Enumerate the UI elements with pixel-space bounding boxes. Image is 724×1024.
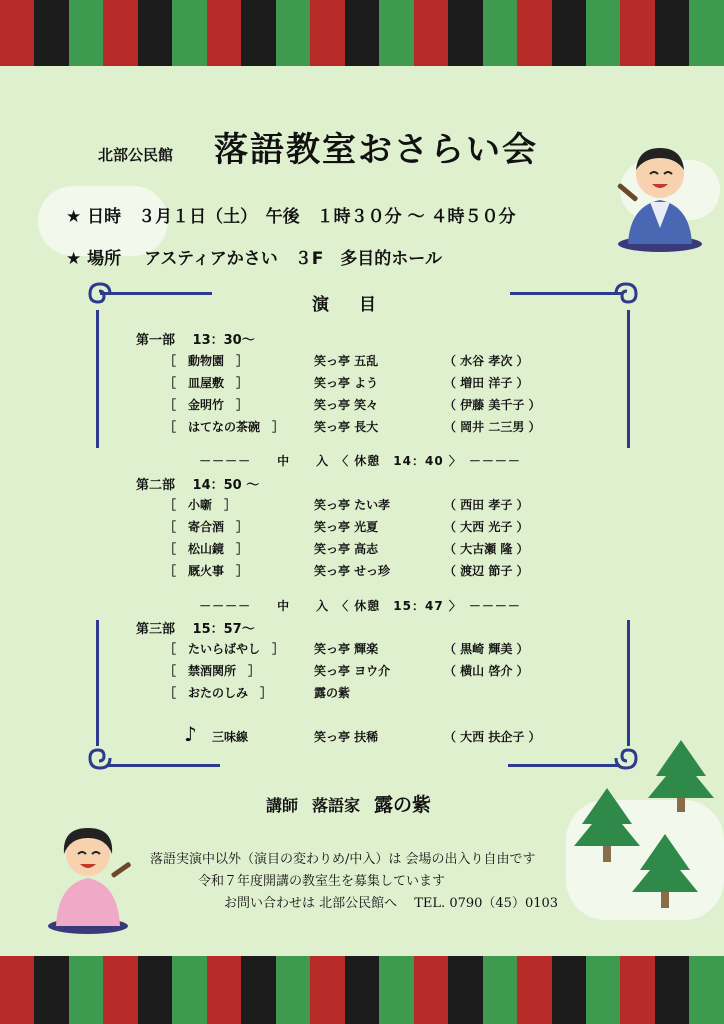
stripe-segment: [655, 956, 689, 1024]
stripe-segment: [241, 0, 275, 66]
program-row-performer: 笑っ亭 笑々: [314, 398, 379, 412]
pine-tree-illustration: [574, 736, 722, 926]
frame-right-lower-line: [627, 620, 630, 746]
program-row: [164, 662, 584, 680]
stripe-segment: [69, 956, 103, 1024]
stripe-segment: [483, 956, 517, 1024]
part-label: 第二部 14：50 ～: [136, 478, 260, 493]
footer-contact: お問い合わせは 北部公民館へ TEL. 0790（45）0103: [224, 896, 559, 911]
stripe-segment: [172, 0, 206, 66]
program-row-realname: （ 渡辺 節子 ）: [444, 564, 529, 578]
music-note-icon: ♪: [184, 722, 197, 746]
shamisen-row: [212, 728, 584, 746]
scroll-ornament-icon: [84, 280, 114, 310]
program-row-realname: （ 伊藤 美千子 ）: [444, 398, 541, 412]
stripe-segment: [0, 956, 34, 1024]
stripe-segment: [517, 0, 551, 66]
stripe-segment: [310, 956, 344, 1024]
frame-top-right-line: [510, 292, 622, 295]
program-row: [164, 374, 584, 392]
stripe-segment: [414, 956, 448, 1024]
program-row-title: ［ 金明竹 ］: [164, 398, 249, 412]
shamisen-realname: （ 大西 扶企子 ）: [444, 730, 541, 744]
rakugo-performer-illustration: [610, 136, 710, 254]
kimono-performer-illustration: [40, 818, 136, 936]
program-row: [164, 396, 584, 414]
stripe-segment: [138, 0, 172, 66]
stripe-segment: [689, 956, 723, 1024]
stripe-segment: [276, 0, 310, 66]
program-row-performer: 笑っ亭 高志: [314, 542, 379, 556]
shamisen-performer: 笑っ亭 扶稀: [314, 730, 379, 744]
stripe-segment: [655, 0, 689, 66]
program-row-realname: （ 増田 洋子 ）: [444, 376, 529, 390]
stripe-segment: [310, 0, 344, 66]
stripe-segment: [414, 0, 448, 66]
intermission-line: －－－－ 中 入 〈 休憩 15：47 〉 －－－－: [199, 599, 521, 613]
stripe-segment: [586, 0, 620, 66]
event-place: ★ 場所 アスティアかさい ３F 多目的ホール: [66, 249, 442, 269]
stripe-segment: [138, 956, 172, 1024]
stripe-segment: [448, 0, 482, 66]
frame-left-upper-line: [96, 310, 99, 448]
program-row-title: ［ 厩火事 ］: [164, 564, 249, 578]
program-row-title: ［ おたのしみ ］: [164, 686, 273, 700]
program-row-title: ［ 小噺 ］: [164, 498, 237, 512]
program-row: [164, 540, 584, 558]
frame-right-upper-line: [627, 310, 630, 448]
instructor-label: 講師: [266, 796, 299, 815]
instructor-role: 落語家: [312, 796, 361, 815]
stripe-segment: [207, 0, 241, 66]
stripe-segment: [552, 0, 586, 66]
part-label: 第一部 13：30～: [136, 333, 255, 348]
program-row-realname: （ 水谷 孝次 ）: [444, 354, 529, 368]
program-row-realname: （ 大古瀬 隆 ）: [444, 542, 529, 556]
stripe-segment: [0, 0, 34, 66]
bottom-stripe-border: [0, 956, 724, 1024]
program-heading: 演目: [312, 295, 406, 315]
event-date: ★ 日時 ３月１日（土） 午後 １時３０分 ～ ４時５０分: [66, 207, 516, 227]
program-row-performer: 笑っ亭 ヨウ介: [314, 664, 391, 678]
stripe-segment: [620, 0, 654, 66]
organization-name: 北部公民館: [98, 146, 174, 164]
stripe-segment: [552, 956, 586, 1024]
program-row-title: ［ 松山鏡 ］: [164, 542, 249, 556]
program-row: [164, 418, 584, 436]
part-label: 第三部 15：57～: [136, 622, 255, 637]
page-title: 落語教室おさらい会: [214, 130, 538, 170]
program-row-performer: 笑っ亭 輝楽: [314, 642, 379, 656]
frame-left-lower-line: [96, 620, 99, 746]
stripe-segment: [276, 956, 310, 1024]
footer-entry-note: 落語実演中以外（演目の変わりめ/中入）は 会場の出入り自由です: [150, 852, 536, 867]
program-row-performer: 笑っ亭 長大: [314, 420, 379, 434]
stripe-segment: [69, 0, 103, 66]
scroll-ornament-icon: [612, 280, 642, 310]
stripe-segment: [103, 0, 137, 66]
program-row-performer: 笑っ亭 光夏: [314, 520, 379, 534]
stripe-segment: [34, 956, 68, 1024]
program-row-realname: （ 西田 孝子 ）: [444, 498, 529, 512]
program-row-title: ［ 禁酒関所 ］: [164, 664, 261, 678]
footer-recruitment: 令和７年度開講の教室生を募集しています: [198, 874, 446, 889]
program-row-title: ［ たいらばやし ］: [164, 642, 285, 656]
shamisen-label: 三味線: [212, 730, 249, 744]
stripe-segment: [379, 0, 413, 66]
program-row-realname: （ 岡井 二三男 ）: [444, 420, 541, 434]
intermission-line: －－－－ 中 入 〈 休憩 14：40 〉 －－－－: [199, 454, 521, 468]
stripe-segment: [379, 956, 413, 1024]
stripe-segment: [103, 956, 137, 1024]
stripe-segment: [241, 956, 275, 1024]
stripe-segment: [689, 0, 723, 66]
program-row-title: ［ 寄合酒 ］: [164, 520, 249, 534]
instructor-line: [266, 790, 431, 817]
program-row: [164, 352, 584, 370]
scroll-ornament-icon: [84, 742, 114, 772]
program-row-realname: （ 黒崎 輝美 ）: [444, 642, 529, 656]
program-row: [164, 496, 584, 514]
program-row: [164, 562, 584, 580]
program-row-performer: 笑っ亭 五乱: [314, 354, 379, 368]
stripe-segment: [172, 956, 206, 1024]
frame-bottom-left-line: [108, 764, 220, 767]
stripe-segment: [345, 0, 379, 66]
stripe-segment: [448, 956, 482, 1024]
stripe-segment: [620, 956, 654, 1024]
stripe-segment: [586, 956, 620, 1024]
stripe-segment: [345, 956, 379, 1024]
instructor-name: 露の紫: [374, 794, 432, 816]
program-row-title: ［ 皿屋敷 ］: [164, 376, 249, 390]
program-row: [164, 640, 584, 658]
stripe-segment: [483, 0, 517, 66]
program-row-realname: （ 横山 啓介 ）: [444, 664, 529, 678]
program-row-performer: 笑っ亭 よう: [314, 376, 379, 390]
stripe-segment: [207, 956, 241, 1024]
program-row: [164, 518, 584, 536]
stripe-segment: [34, 0, 68, 66]
program-row-performer: 露の紫: [314, 686, 351, 700]
stripe-segment: [517, 956, 551, 1024]
program-row-performer: 笑っ亭 たい孝: [314, 498, 391, 512]
program-row-title: ［ 動物園 ］: [164, 354, 249, 368]
program-row-performer: 笑っ亭 せっ珍: [314, 564, 390, 578]
program-row-title: ［ はてなの茶碗 ］: [164, 420, 285, 434]
program-row: [164, 684, 584, 702]
frame-top-left-line: [100, 292, 212, 295]
top-stripe-border: [0, 0, 724, 66]
program-row-realname: （ 大西 光子 ）: [444, 520, 529, 534]
